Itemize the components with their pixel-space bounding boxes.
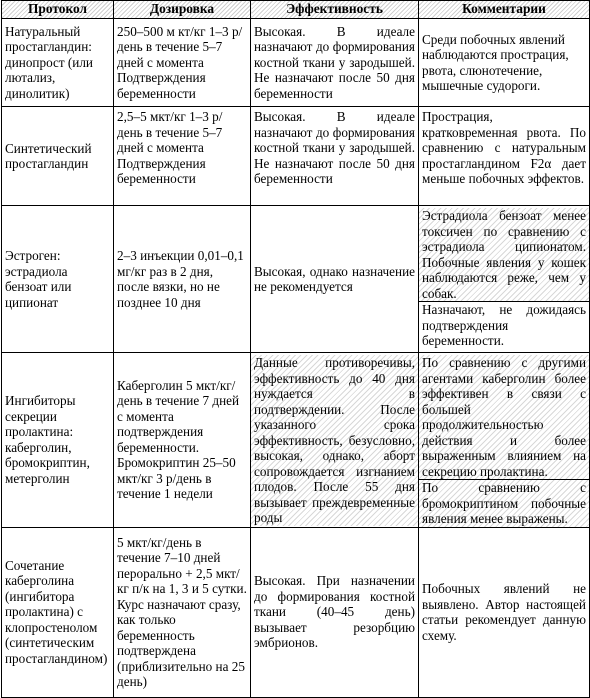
protocol-cell: Синтетический простагландин <box>2 107 114 206</box>
comment-paragraph: Назначают, не дожидаясь подтверждения беременности. <box>419 301 589 349</box>
header-comments: Комментарии <box>419 1 590 19</box>
efficacy-cell: Высокая. В идеале назначают до формирования костной ткани у зародышей. Не назначают после 50 дня беременности <box>251 107 419 206</box>
comment-paragraph: По сравнению с другими агентами каберголин более эффективен в связи с большей продолжительностью действия и более выраженным влиянием на секрецию пролактина. <box>419 355 589 479</box>
table-row <box>2 353 590 528</box>
efficacy-paragraph: Данные противоречивы, эффективность до 40 дня нуждается в подтверждении. После указанного срока эффективность, безусловно, высокая, однако, аборт сопровождается изгнанием плодов. После 55 дня вызывает преждевременные роды <box>251 355 418 526</box>
comment-cell: Среди побочных явлений наблюдаются прострация, рвота, слюнотечение, мышечные судороги. <box>419 19 590 107</box>
protocol-cell: Натуральный простагландин: динопрост (или лютализ, динолитик) <box>2 19 114 107</box>
dose-cell: Каберголин 5 мкт/кг/день в течение 7 дней с момента подтверждения беременности. Бромокриптин 25–50 мкт/кг 3 р/день в течение 1 недели <box>114 353 251 528</box>
header-row <box>2 1 590 19</box>
comment-cell: Прострация, кратковременная рвота. По сравнению с натуральным простагландином F2α дает меньше побочных эффектов. <box>419 107 590 206</box>
protocol-cell: Ингибиторы секреции пролактина: каберголин, бромокриптин, метерголин <box>2 353 114 528</box>
comment-paragraph: Эстрадиола бензоат менее токсичен по сравнению с эстрадиола ципионатом. Побочные явления у кошек наблюдаются реже, чем у собак. <box>419 208 589 301</box>
table-row <box>2 107 590 206</box>
abortion-protocols-table <box>1 0 590 698</box>
protocol-cell: Эстроген: эстрадиола бензоат или ципионат <box>2 206 114 353</box>
header-protocol: Протокол <box>2 1 114 19</box>
table-row <box>2 206 590 353</box>
dose-cell: 2–3 инъекции 0,01–0,1 мг/кг раз в 2 дня, после вязки, но не позднее 10 дня <box>114 206 251 353</box>
comment-cell <box>419 353 590 528</box>
header-dose: Дозировка <box>114 1 251 19</box>
dose-cell: 5 мкт/кг/день в течение 7–10 дней перорально + 2,5 мкт/кг п/к на 1, 3 и 5 сутки. Курс назначают сразу, как только беременность подтверждена (приблизительно на 25 день) <box>114 527 251 697</box>
efficacy-cell <box>251 353 419 528</box>
comment-cell: Побочных явлений не выявлено. Автор настоящей статьи рекомендует данную схему. <box>419 527 590 697</box>
dose-cell: 2,5–5 мкт/кг 1–3 р/день в течение 5–7 дней с момента Подтверждения беременности <box>114 107 251 206</box>
table-row <box>2 19 590 107</box>
efficacy-cell: Высокая. При назначении до формирования костной ткани (40–45 день) вызывает резорбцию эмбрионов. <box>251 527 419 697</box>
table-row <box>2 527 590 697</box>
efficacy-cell: Высокая, однако назначение не рекомендуется <box>251 206 419 353</box>
header-efficacy: Эффективность <box>251 1 419 19</box>
dose-cell: 250–500 м кт/кг 1–3 р/день в течение 5–7 дней с момента Подтверждения беременности <box>114 19 251 107</box>
efficacy-cell: Высокая. В идеале назначают до формирования костной ткани у зародышей. Не назначают после 50 дня беременности <box>251 19 419 107</box>
protocol-cell: Сочетание каберголина (ингибитора пролактина) с клопростенолом (синтетическим простагландином) <box>2 527 114 697</box>
comment-cell <box>419 206 590 353</box>
comment-paragraph: По сравнению с бромокриптином побочные явления менее выражены. <box>419 479 589 527</box>
